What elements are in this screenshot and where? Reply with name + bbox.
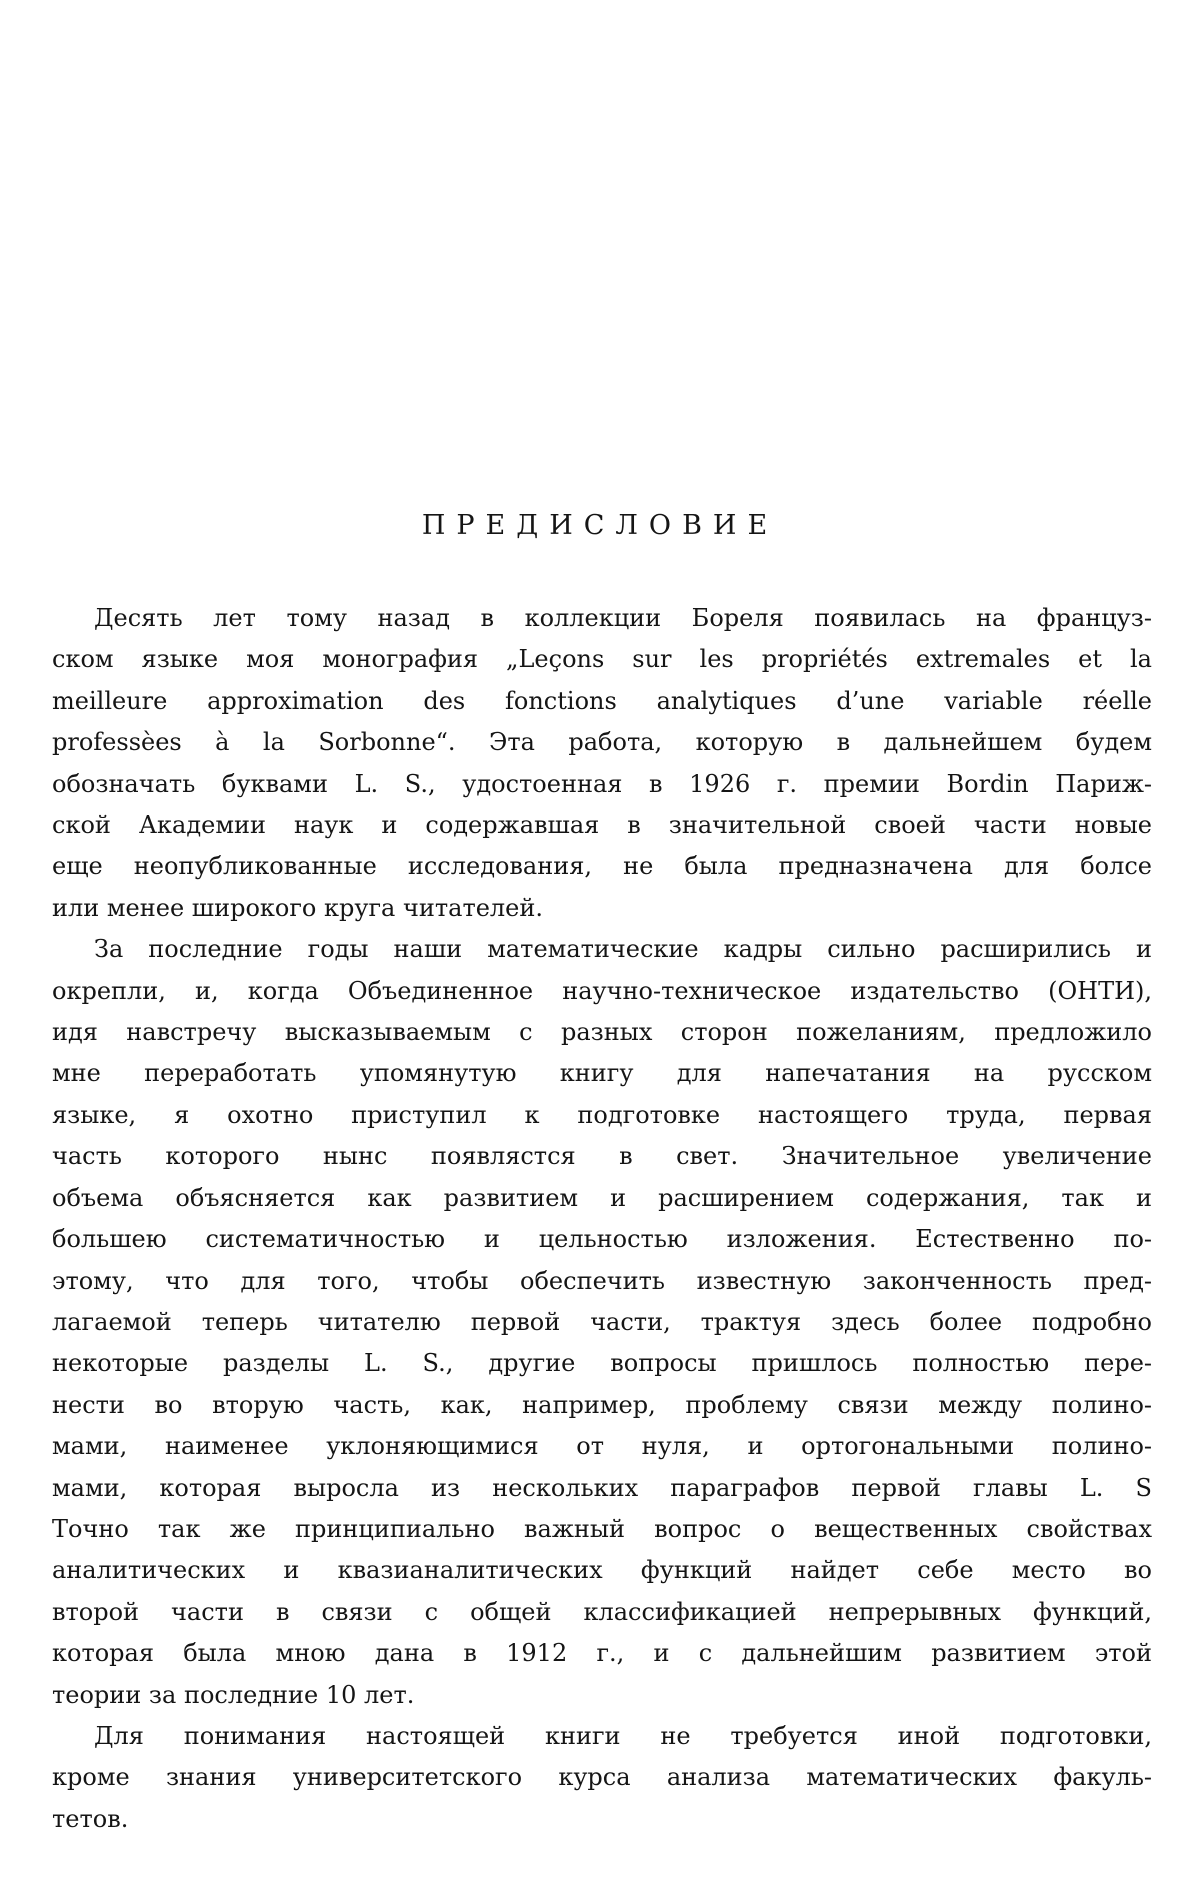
text-line: языке, я охотно приступил к подготовке настоящего труда, первая xyxy=(52,1100,1152,1129)
text-line: нести во вторую часть, как, например, проблему связи между полино- xyxy=(52,1390,1152,1419)
text-line: идя навстречу высказываемым с разных сторон пожеланиям, предложило xyxy=(52,1018,1152,1047)
text-line: или менее широкого круга читателей. xyxy=(52,893,543,922)
text-line: некоторые разделы L. S., другие вопросы пришлось полностью пере- xyxy=(52,1349,1152,1378)
text-line: Точно так же принципиально важный вопрос о вещественных свойствах xyxy=(52,1514,1152,1543)
text-line: обозначать буквами L. S., удостоенная в 1926 г. премии Bordin Париж- xyxy=(52,769,1152,798)
paragraph xyxy=(52,1716,1152,1840)
text-line: Десять лет тому назад в коллекции Бореля появилась на француз- xyxy=(94,604,1152,632)
text-line: этому, что для того, чтобы обеспечить известную законченность пред- xyxy=(52,1266,1152,1295)
text-line: объема объясняется как развитием и расширением содержания, так и xyxy=(52,1183,1152,1212)
text-line: professèes à la Sorbonne“. Эта работа, которую в дальнейшем будем xyxy=(52,728,1152,757)
text-line: аналитических и квазианалитических функций найдет себе место во xyxy=(52,1556,1152,1585)
text-line: мами, которая выросла из нескольких параграфов первой главы L. S xyxy=(52,1473,1152,1502)
paragraph xyxy=(52,598,1152,929)
text-line: еще неопубликованные исследования, не была предназначена для болсе xyxy=(52,852,1152,881)
text-line: ском языке моя монография „Leçons sur les propriétés extremales et la xyxy=(52,645,1152,674)
text-line: окрепли, и, когда Объединенное научно-техническое издательство (ОНТИ), xyxy=(52,976,1152,1005)
text-line: За последние годы наши математические кадры сильно расширились и xyxy=(94,935,1152,964)
text-line: ской Академии наук и содержавшая в значительной своей части новые xyxy=(52,811,1152,840)
preface-title: ПРЕДИСЛОВИЕ xyxy=(421,510,779,541)
text-line: лагаемой теперь читателю первой части, трактуя здесь более подробно xyxy=(52,1307,1152,1336)
text-line: кроме знания университетского курса анализа математических факуль- xyxy=(52,1763,1152,1792)
text-line: meilleure approximation des fonctions analytiques d’une variable réelle xyxy=(52,686,1152,715)
preface-body xyxy=(52,598,1152,1840)
text-line: часть которого нынс появлястся в свет. Значительное увеличение xyxy=(52,1142,1152,1171)
text-line: теории за последние 10 лет. xyxy=(52,1680,415,1709)
text-line: которая была мною дана в 1912 г., и с дальнейшим развитием этой xyxy=(52,1639,1152,1668)
text-line: тетов. xyxy=(52,1804,129,1833)
paragraph xyxy=(52,929,1152,1716)
text-line: большею систематичностью и цельностью изложения. Естественно по- xyxy=(52,1225,1152,1254)
text-line: мне переработать упомянутую книгу для напечатания на русском xyxy=(52,1059,1152,1088)
text-line: мами, наименее уклоняющимися от нуля, и ортогональными полино- xyxy=(52,1432,1152,1461)
text-line: Для понимания настоящей книги не требуется иной подготовки, xyxy=(94,1721,1152,1750)
text-line: второй части в связи с общей классификацией непрерывных функций, xyxy=(52,1597,1152,1626)
